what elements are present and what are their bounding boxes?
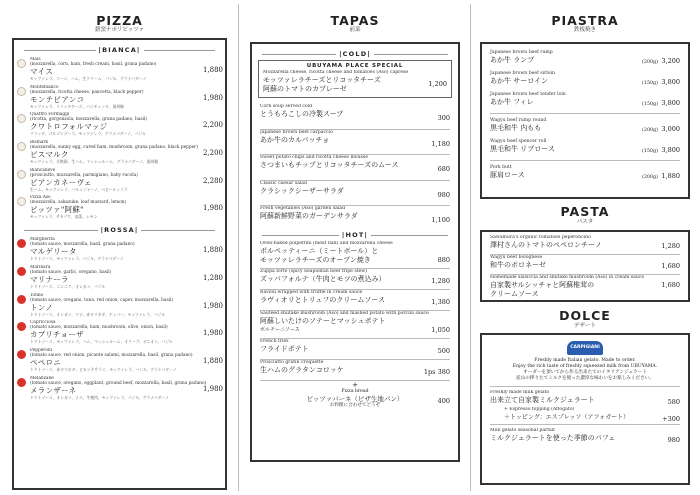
tapas-jp: とうもろこしの冷製スープ	[260, 110, 344, 118]
addon-en: + Espresso topping (Affogato)	[504, 407, 575, 412]
pizza-name-en: Margherita	[30, 237, 55, 243]
pizza-icon	[17, 350, 26, 359]
tapas-jp: あか牛のカルパッチョ	[260, 135, 330, 144]
tapas-box	[250, 42, 460, 462]
pizza-icon	[17, 142, 26, 151]
pizza-price: 1,280	[202, 273, 223, 282]
pasta-en: Homemade salsiccia and shiitake mushroom (Aso) in cream sauce	[490, 275, 645, 280]
parfait-en: Milk gelato seasonal parfait	[490, 428, 556, 433]
cold-heading: |COLD|	[262, 50, 448, 58]
pizza-icon	[17, 59, 26, 68]
tapas-en: French fries	[260, 339, 289, 344]
piastra-price: 3,800	[661, 78, 680, 86]
tapas-price: 1,100	[431, 216, 450, 224]
pizza-desc-jp: トマトソース、モッツァレラ、バジル、グラナパダーノ	[30, 256, 124, 262]
pizza-item	[14, 236, 225, 264]
bread-item	[252, 381, 458, 409]
piastra-en: Wagyu beef spencer roll	[490, 139, 547, 144]
pizza-name-en	[30, 237, 225, 247]
tapas-item	[252, 241, 458, 265]
pizza-name-en	[30, 376, 225, 386]
tapas-item	[252, 360, 458, 377]
piastra-title: PIASTRA	[551, 13, 619, 28]
pizza-name-en	[30, 57, 225, 67]
pizza-name-en: Biancaneve	[30, 167, 56, 173]
tapas-item	[252, 311, 458, 335]
tapas-price: 300	[437, 114, 450, 122]
pizza-desc-en: (mozzarella, corn, ham, fresh cream, basil, grana padano)	[30, 62, 157, 67]
pizza-desc-jp: トマトソース、赤タマネギ、ピカンテサラミ、モッツァレラ、バジル、グラナパダーノ	[30, 366, 177, 372]
tapas-jp2: モッツァレラチーズのオーブン焼き	[260, 256, 371, 264]
pizza-price: 1,980	[202, 93, 223, 102]
parfait-item	[482, 428, 688, 445]
pizza-desc-en: (prosciutto, mozzarella, parmigiano, baby rucola)	[30, 172, 138, 178]
bread-note: お料理に合わせてどうぞ	[329, 403, 381, 408]
cold-list	[252, 104, 458, 225]
pizza-name-jp: マリナーラ	[30, 274, 69, 284]
pizza-item	[14, 167, 225, 195]
pasta-item	[482, 235, 688, 251]
piastra-item	[482, 92, 688, 108]
pizza-column	[12, 0, 227, 495]
pizza-name-en: Bismark	[30, 140, 49, 146]
tapas-en: Classic caesar salad	[260, 180, 307, 186]
piastra-gram: (150g)	[642, 102, 658, 107]
tapas-jp: クラシックシーザーサラダ	[260, 186, 344, 195]
pasta-jp: 自家製サルシッチャと阿蘇椎茸の	[490, 281, 595, 289]
pizza-price: 1,880	[202, 246, 223, 255]
tapas-title: TAPAS	[330, 13, 380, 28]
pizza-price: 1,980	[202, 329, 223, 338]
pizza-desc-jp: モッツァレラ、コーン、ハム、生クリーム、バジル、グラナパダーノ	[30, 76, 147, 81]
dolce-intro-jp2: 産山の搾りたてミルクを使った濃厚な味わいをお楽しみください。	[516, 376, 654, 381]
tapas-column	[250, 0, 460, 495]
tapas-jp2: ポルチーニソース	[260, 327, 300, 333]
pizza-desc-jp: トマトソース、ニンニク、オレガノ、バジル	[30, 283, 106, 289]
tapas-item	[252, 290, 458, 307]
tapas-jp: 阿蘇新鮮野菜のガーデンサラダ	[260, 212, 358, 220]
pizza-item	[14, 264, 225, 292]
tapas-price: 1,280	[431, 277, 450, 285]
pizza-text	[30, 57, 225, 81]
pizza-text	[30, 320, 225, 344]
piastra-item	[482, 71, 688, 87]
pasta-en: Sawamura's organic tomatoes peperoncino	[490, 235, 591, 240]
pizza-name-jp: モンテビアンコ	[30, 94, 85, 104]
pizza-icon	[17, 197, 26, 206]
piastra-item	[482, 50, 688, 66]
piastra-en: Pork butt	[490, 165, 512, 170]
tapas-jp: ズッパフォルテ（牛肉とモツの煮込み）	[260, 275, 386, 283]
pizza-icon	[17, 378, 26, 387]
tapas-en: Zuppa forte (spicy neapolitan beef tripe stew)	[260, 269, 367, 274]
tapas-subtitle: 前菜	[349, 27, 361, 33]
pizza-icon	[17, 87, 26, 96]
pizza-name-en	[30, 265, 225, 275]
pizza-name-en	[30, 348, 225, 358]
pasta-subtitle: パスタ	[576, 219, 594, 225]
tapas-item	[252, 130, 458, 149]
tapas-jp: 阿蘇しいたけのソテーとマッシュポテト	[260, 317, 386, 325]
tapas-item	[252, 339, 458, 356]
rossa-list	[14, 236, 225, 402]
pizza-name-en: Mais	[30, 57, 41, 62]
pizza-desc-jp: モッツァレラ、サカヅケ、高菜、レモン	[30, 214, 98, 220]
column-divider	[470, 4, 471, 491]
bread-jp: ピッツァパーネ（ピザ生地パン）	[306, 395, 404, 403]
pizza-desc-en: (tomato sauce, oregano, tuna, red onion, caper, mozzarella, basil)	[30, 297, 174, 303]
pizza-item	[14, 56, 225, 84]
piastra-en: Wagyu beef rump round	[490, 118, 547, 123]
hot-list	[252, 241, 458, 377]
bread-plus: +	[352, 381, 358, 389]
piastra-gram: (200g)	[642, 60, 658, 65]
pizza-desc-en: (tomato sauce, oregano, eggplant, ground beef, mozzarella, basil, grana padano)	[30, 380, 207, 386]
piastra-jp: 黒毛和牛 リブロース	[490, 145, 555, 153]
pizza-desc-en: (mozzarella, sakazuke, leaf mustard, lemon)	[30, 200, 127, 206]
pizza-name-jp: ピッツァ"阿蘇"	[30, 205, 84, 215]
gelato-price: 580	[667, 398, 680, 406]
piastra-jp: 豚肩ロース	[490, 171, 525, 179]
special-en: Mozzarella cheese, ricotta cheese and tomatoes (Aso) caprese	[263, 70, 409, 75]
pizza-desc-jp: トマトソース、モッツァレラ、ハム、マッシュルーム、オリーブ、オニオン、バジル	[30, 339, 173, 345]
addon-price: +300	[662, 415, 680, 423]
pizza-item	[14, 292, 225, 320]
special-price: 1,200	[428, 80, 447, 88]
addon-item	[482, 407, 688, 424]
special-box	[258, 60, 452, 98]
dolce-box	[480, 333, 690, 485]
pizza-name-jp: マルゲリータ	[30, 247, 77, 257]
pizza-price: 2,200	[202, 121, 223, 130]
pizza-name-jp: カプリチョーザ	[30, 330, 84, 340]
pasta-price: 1,680	[661, 262, 680, 270]
pizza-text	[30, 237, 225, 261]
special-jp1: モッツァレラチーズとリコッタチーズ	[263, 76, 381, 84]
tapas-price: 500	[437, 347, 450, 355]
addon-jp: ＋トッピング：エスプレッソ（アフォガート）	[504, 414, 630, 421]
pizza-text	[30, 265, 225, 289]
pasta-jp2: クリームソース	[490, 290, 539, 298]
pizza-name-jp: マイス	[30, 67, 54, 76]
gelato-en: Freshly made milk gelato	[490, 390, 550, 395]
pizza-desc-en: (mozzarella, sunny egg, cured ham, mushroom, grana padano, black pepper)	[30, 145, 198, 151]
gelato-item	[482, 390, 688, 407]
pizza-desc-jp: モッツァレラ、半熟卵、生ハム、マッシュルーム、グラナパダーノ、黒胡椒	[30, 159, 159, 165]
pizza-name-en: Quattro Formaggi	[30, 112, 70, 118]
pizza-text	[30, 348, 225, 372]
gelato-jp: 出来立て自家製ミルクジェラート	[490, 396, 595, 404]
rossa-heading: |ROSSA|	[24, 226, 215, 234]
divider	[490, 424, 680, 425]
tapas-price: 1,380	[431, 298, 450, 306]
piastra-list	[482, 50, 688, 181]
pizza-desc-jp: トマトソース、オレガノ、ツナ、赤タマネギ、ケッパー、モッツァレラ、バジル	[30, 311, 165, 317]
pizza-subtitle: 薪窯ナポリピッツァ	[94, 27, 145, 33]
pizza-name-en	[30, 112, 225, 122]
tapas-en: Sweet potato chips and ricotta cheese mousse	[260, 155, 368, 160]
pizza-name-en: Melanzane	[30, 375, 54, 381]
pizza-item	[14, 347, 225, 375]
pasta-en: Wagyu beef bolognese	[490, 255, 543, 260]
piastra-price: 3,800	[661, 146, 680, 154]
pizza-desc-en: (tomato sauce, mozzarella, ham, mushroom, olive, onion, basil)	[30, 325, 168, 331]
piastra-price: 3,200	[661, 57, 680, 65]
special-heading: UBUYAMA PLACE SPECIAL	[306, 63, 404, 69]
dolce-intro-en1: Freshly made Italian gelato. Made to order.	[534, 358, 636, 363]
tapas-jp: 生ハムのグラタンコロッケ	[260, 366, 344, 374]
bianca-heading: |BIANCA|	[24, 46, 215, 54]
right-column	[480, 0, 690, 495]
pasta-jp: 澤村さんのトマトのペペロンチーノ	[490, 241, 602, 249]
pizza-text	[30, 112, 225, 136]
piastra-price: 3,800	[661, 99, 680, 107]
carpigiani-logo: CARPIGIANI	[567, 341, 603, 355]
dolce-intro-jp1: オーダーを頂いてから作る出来たてのイタリアンジェラート	[523, 370, 647, 375]
pizza-price: 2,200	[202, 149, 223, 158]
pizza-icon	[17, 267, 26, 276]
pizza-text	[30, 85, 225, 109]
pizza-name-jp: ビスマルク	[30, 150, 69, 160]
pizza-icon	[17, 295, 26, 304]
dolce-subtitle: デザート	[573, 323, 596, 329]
pizza-name-jp: ペペロニ	[30, 357, 62, 367]
piastra-item	[482, 165, 688, 181]
pasta-list	[482, 235, 688, 299]
pizza-icon	[17, 239, 26, 248]
pizza-icon	[17, 322, 26, 331]
piastra-jp: あか牛 フィレ	[490, 98, 534, 106]
pizza-item	[14, 375, 225, 403]
pizza-item	[14, 139, 225, 167]
piastra-price: 3,000	[661, 125, 680, 133]
pizza-text	[30, 195, 225, 219]
pizza-price: 1,880	[202, 66, 223, 74]
tapas-en: Ravioli wrapped with truffle in cream sauce	[260, 290, 363, 295]
piastra-jp: あか牛 サーロイン	[490, 77, 549, 85]
piastra-item	[482, 139, 688, 155]
pizza-desc-en: (mozzarella, ricotta cheese, pancetta, black pepper)	[30, 89, 144, 95]
pizza-title: PIZZA	[96, 13, 143, 28]
special-jp2: 阿蘇のトマトのカプレーゼ	[263, 85, 347, 93]
piastra-gram: (200g)	[642, 128, 658, 133]
pasta-jp: 和牛のボロネーゼ	[490, 261, 546, 269]
pizza-box	[12, 38, 227, 490]
pizza-item	[14, 319, 225, 347]
piastra-en: Japanese brown beef rump	[490, 50, 553, 55]
piastra-item	[482, 118, 688, 134]
piastra-en: Japanese brown beef sirloin	[490, 71, 555, 76]
divider	[490, 386, 680, 387]
pizza-name-jp: トンノ	[30, 302, 54, 312]
piastra-price: 1,880	[661, 172, 680, 180]
special-item	[259, 70, 451, 94]
tapas-jp: フライドポテト	[260, 345, 309, 353]
pizza-text	[30, 376, 225, 400]
pizza-price: 2,280	[202, 176, 223, 185]
piastra-subtitle: 鉄板焼き	[573, 27, 596, 33]
tapas-item	[252, 269, 458, 286]
tapas-en: Corn soup served cold	[260, 104, 313, 109]
pizza-text	[30, 293, 225, 317]
tapas-item	[252, 104, 458, 123]
pizza-desc-en: (tomato sauce, garlic, oregano, basil)	[30, 269, 112, 275]
pizza-name-en	[30, 195, 225, 205]
dolce-intro-en2: Enjoy the rich taste of freshly squeezed milk from UBUYAMA.	[512, 364, 658, 369]
pizza-text	[30, 140, 225, 164]
tapas-en: Prosciutto gratin croquette	[260, 360, 324, 365]
pizza-name-jp: ビアンカネーヴェ	[30, 177, 92, 187]
hot-heading: |HOT|	[262, 231, 448, 239]
pizza-price: 1,980	[202, 384, 223, 393]
bianca-list	[14, 56, 225, 222]
piastra-jp: あか牛 ランプ	[490, 56, 535, 64]
bread-price: 400	[437, 397, 450, 405]
pizza-name-en: Pepperoni	[30, 347, 53, 353]
parfait-price: 980	[667, 436, 680, 444]
pizza-name-en: Capricciosa	[30, 320, 56, 326]
pizza-desc-jp: 生ハム、モッツァレラ、パルミジャーノ、ベビールッコラ	[30, 186, 128, 192]
tapas-price: 880	[437, 256, 450, 264]
pizza-icon	[17, 114, 26, 123]
dolce-title: DOLCE	[559, 308, 611, 323]
pizza-name-jp: クワトロフォルマッジ	[30, 122, 108, 132]
pizza-price: 1,980	[202, 301, 223, 310]
tapas-jp: ポルペッティーニ（ミートボール）と	[260, 247, 379, 255]
tapas-jp: ラヴィオリとトリュフのクリームソース	[260, 296, 386, 304]
pasta-item	[482, 255, 688, 271]
pizza-item	[14, 84, 225, 112]
pizza-name-en	[30, 140, 225, 150]
tapas-price: 680	[437, 165, 450, 173]
bread-en: Pizza bread	[341, 389, 369, 394]
tapas-price: 1,180	[431, 139, 450, 148]
pizza-item	[14, 111, 225, 139]
pizza-name-en: Montebianco	[30, 84, 59, 90]
piastra-gram: (150g)	[642, 149, 658, 154]
tapas-jp: さつまいもチップとリコッタチーズのムース	[260, 161, 399, 169]
tapas-en: Oven-baked polpettini (meat ball) and mozzarella cheese	[260, 241, 393, 246]
pizza-name-en	[30, 85, 225, 95]
tapas-item	[252, 155, 458, 174]
pizza-name-en	[30, 293, 225, 303]
pizza-name-en: Marinara	[30, 264, 51, 270]
tapas-item	[252, 181, 458, 200]
piastra-jp: 黒毛和牛 内もも	[490, 124, 542, 132]
pizza-desc-en: (tomato sauce, red onion, picante salami, mozzarella, basil, grana padano)	[30, 352, 193, 358]
pizza-icon	[17, 170, 26, 179]
pizza-name-jp: メランザーネ	[30, 385, 77, 395]
pizza-text	[30, 168, 225, 192]
parfait-jp: ミルクジェラートを使った季節のパフェ	[490, 434, 616, 442]
pizza-name-en: Tonno	[30, 292, 44, 298]
tapas-en: Fresh vegetables (Aso) garden salad	[260, 206, 346, 211]
pizza-desc-en: (tomato sauce, mozzarella, basil, grana padano)	[30, 242, 135, 248]
tapas-en: Sauteed shiitake mushroom (Aso) and mashed potato with porcini sauce	[260, 311, 429, 316]
tapas-item	[252, 206, 458, 225]
pizza-price: 1,980	[202, 204, 223, 213]
pizza-desc-jp: モッツァレラ、リコッタチーズ、パンチェッタ、黒胡椒	[30, 103, 124, 109]
column-divider	[238, 4, 239, 491]
tapas-price: 980	[437, 190, 450, 199]
piastra-gram: (200g)	[642, 175, 658, 180]
piastra-gram: (150g)	[642, 81, 658, 86]
pizza-name-en	[30, 168, 225, 178]
pasta-title: PASTA	[560, 204, 610, 219]
pasta-item	[482, 275, 688, 299]
pizza-desc-jp: トマトソース、オレガノ、ナス、牛挽肉、モッツァレラ、バジル、グラナパダーノ	[30, 394, 169, 400]
tapas-price: 1ps 380	[423, 368, 450, 376]
pasta-price: 1,280	[661, 242, 680, 250]
pizza-name-en: Pizza Aso	[30, 195, 51, 201]
pasta-price: 1,680	[661, 281, 680, 289]
tapas-en: Japanese brown beef carpaccio	[260, 129, 333, 135]
piastra-en: Japanese brown beef tender loin	[490, 92, 566, 97]
pizza-desc-jp: リコッタ、ゴルゴンゾーラ、モッツァレラ、グラナパダーノ、バジル	[30, 131, 146, 137]
pizza-desc-en: (ricotta, gorgonzola, mozzarella, grana padano, basil)	[30, 117, 147, 123]
pizza-item	[14, 194, 225, 222]
piastra-box	[480, 42, 690, 199]
pasta-box	[480, 230, 690, 302]
pizza-name-en	[30, 320, 225, 330]
tapas-price: 1,050	[431, 326, 450, 334]
pizza-price: 1,880	[202, 356, 223, 365]
